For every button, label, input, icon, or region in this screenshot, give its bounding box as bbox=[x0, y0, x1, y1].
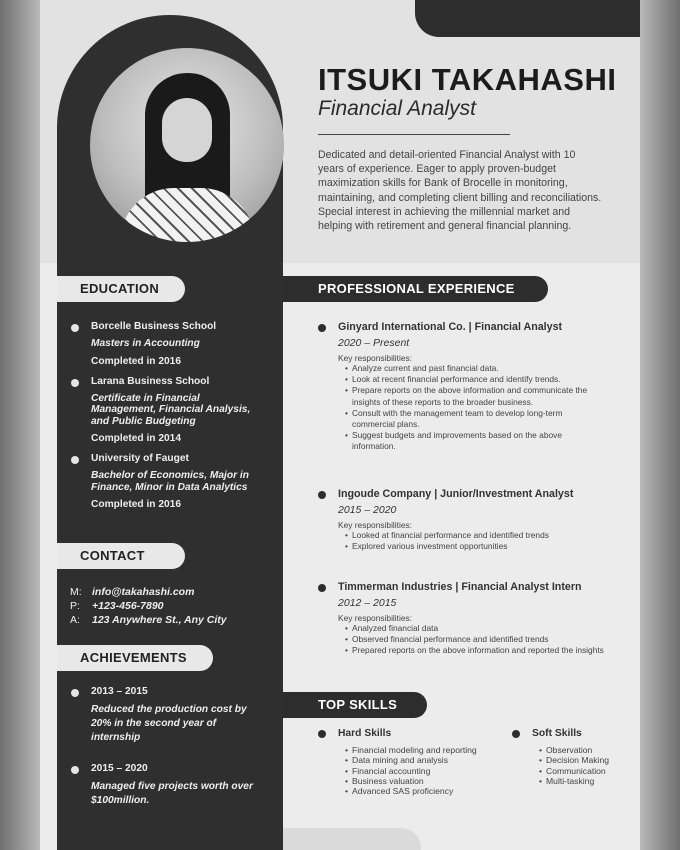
skills-heading: TOP SKILLS bbox=[283, 692, 427, 718]
contact-phone: P: +123-456-7890 bbox=[70, 600, 164, 612]
education-list bbox=[57, 321, 267, 519]
education-item: Borcelle Business School Masters in Accounting Completed in 2016 bbox=[57, 321, 267, 367]
education-heading: EDUCATION bbox=[57, 276, 185, 302]
contact-address: A: 123 Anywhere St., Any City bbox=[70, 614, 227, 626]
experience-heading: PROFESSIONAL EXPERIENCE bbox=[283, 276, 548, 302]
summary: Dedicated and detail-oriented Financial Analyst with 10 years of experience. Eager to apply proven-budget maximization skills for Bank of Brocelle in monitoring, maintaining, and completing client billing and reconciliations. Special interest in achieving the millennial market and helping with retirement and general financial planning. bbox=[318, 149, 602, 233]
contact-email: M: info@takahashi.com bbox=[70, 586, 195, 598]
job-title: Financial Analyst bbox=[318, 97, 476, 120]
divider bbox=[318, 134, 510, 135]
education-item: University of Fauget Bachelor of Economics, Major in Finance, Minor in Data Analytics Completed in 2016 bbox=[57, 453, 267, 510]
background-edge-left bbox=[0, 0, 40, 850]
decorative-top-bar bbox=[415, 0, 640, 37]
job-entry: Timmerman Industries | Financial Analyst Intern 2012 – 2015 Key responsibilities: • Analyzed financial data • Observed financial performance and identified trends • Prepared reports on the above information and reported the insights bbox=[318, 581, 607, 657]
contact-list bbox=[70, 585, 227, 627]
achievements-heading: ACHIEVEMENTS bbox=[57, 645, 213, 671]
hard-skills: Hard Skills • Financial modeling and reporting • Data mining and analysis • Financial accounting • Business valuation • Advanced SAS proficiency bbox=[318, 728, 477, 796]
contact-heading: CONTACT bbox=[57, 543, 185, 569]
soft-skills: Soft Skills • Observation • Decision Making • Communication • Multi-tasking bbox=[512, 728, 609, 786]
decorative-bottom-shape bbox=[283, 828, 421, 850]
education-item: Larana Business School Certificate in Financial Management, Financial Analysis, and Public Budgeting Completed in 2014 bbox=[57, 376, 267, 445]
profile-photo bbox=[90, 48, 284, 242]
job-entry: Ginyard International Co. | Financial Analyst 2020 – Present Key responsibilities: • Analyze current and past financial data. • Look at recent financial performance and identify trends. • Prepare reports on the above information and communicate the insights of these reports to the broader business. • Consult with the management team to develop long-term commercial plans. • Suggest budgets and improvements based on the above information. bbox=[318, 321, 607, 453]
achievements-list bbox=[57, 686, 257, 817]
achievement-item: 2013 – 2015 Reduced the production cost by 20% in the second year of internship bbox=[57, 686, 257, 745]
background-edge-right bbox=[640, 0, 680, 850]
resume-page bbox=[40, 0, 640, 850]
achievement-item: 2015 – 2020 Managed five projects worth over $100million. bbox=[57, 763, 257, 808]
job-entry: Ingoude Company | Junior/Investment Analyst 2015 – 2020 Key responsibilities: • Looked at financial performance and identified trends • Explored various investment opportunities bbox=[318, 488, 607, 552]
candidate-name: ITSUKI TAKAHASHI bbox=[318, 62, 617, 97]
